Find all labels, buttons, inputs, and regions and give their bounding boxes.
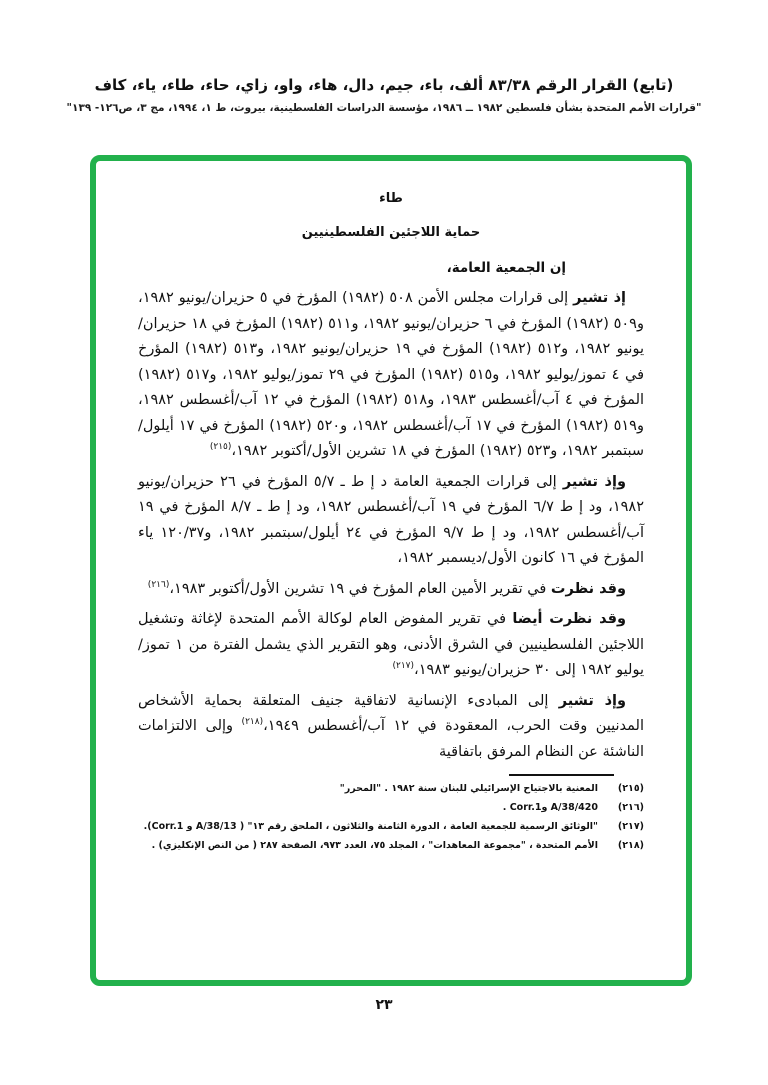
source-citation: "قرارات الأمم المتحدة بشأن فلسطين ١٩٨٢ ــ ١٩٨٦، مؤسسة الدراسات الفلسطينية، بيروت، ط ١، ١٩٩٤، مج ٣، ص١٢٦- ١٣٩": [66, 102, 702, 114]
paragraph: وقد نظرت في تقرير الأمين العام المؤرخ في ١٩ تشرين الأول/أكتوبر ١٩٨٣،$^{(٢١٦)}$: [147, 579, 626, 597]
paragraph: وإذ تشير إلى المبادىء الإنسانية لاتفاقية جنيف المتعلقة بحماية الأشخاص المدنيين وقت الحرب، المعقودة في ١٢ آب/أغسطس ١٩٤٩،$^{(٢١٨)}$ وإلى الالتزامات الناشئة عن النظام المرفق باتفاقية: [138, 692, 644, 760]
footnote-number: (٢١٦): [617, 802, 644, 813]
footnote-number: (٢١٧): [617, 821, 644, 832]
resolution-title: (تابع) القرار الرقم ٨٣/٣٨ ألف، باء، جيم، دال، هاء، واو، زاي، حاء، طاء، ياء، كاف: [94, 76, 674, 94]
footnote-reference: (٢١٨): [241, 717, 264, 728]
resolution-body: [96, 161, 686, 980]
footnotes: [138, 783, 644, 852]
section-letter: طاء: [379, 191, 403, 206]
footnote-row: [138, 840, 644, 852]
footnote-text: الأمم المتحدة ، "مجموعة المعاهدات" ، المجلد ٧٥، العدد ٩٧٣، الصفحة ٢٨٧ ( من النص الإنكليزي) .: [151, 840, 598, 851]
footnote-row: [138, 821, 644, 833]
footnote-text: A/38/420 وCorr.1 .: [502, 802, 598, 813]
footnote-row: [138, 802, 644, 814]
footnote-text: "الوثائق الرسمية للجمعية العامة ، الدورة الثامنة والثلاثون ، الملحق رقم ١٣" ( A/38/13 و Corr.1).: [143, 821, 598, 832]
footnote-reference: (٢١٧): [392, 661, 415, 672]
footnote-reference: (٢١٥): [209, 442, 232, 453]
document-header: [0, 76, 768, 114]
paragraph: وإذ تشير إلى قرارات الجمعية العامة د إ ط ـ ٥/٧ المؤرخ في ٢٦ حزيران/يونيو ١٩٨٢، ود إ ط ٦/٧ المؤرخ في ١٩ آب/أغسطس ١٩٨٢، ود إ ط ـ ٨/٧ المؤرخ في ١٩ آب/أغسطس ١٩٨٢، ود إ ط ٩/٧ المؤرخ في ٢٤ أيلول/سبتمبر ١٩٨٢، و١٢٠/٣٧ ياء المؤرخ في ١٦ كانون الأول/ديسمبر ١٩٨٢،: [138, 473, 644, 566]
section-title: حماية اللاجئين الفلسطينيين: [301, 225, 481, 240]
paragraph: وقد نظرت أيضا في تقرير المفوض العام لوكالة الأمم المتحدة لإغاثة وتشغيل اللاجئين الفلسطينيين في الشرق الأدنى، وهو التقرير الذي يشمل الفترة من ١ تموز/يوليو ١٩٨٢ إلى ٣٠ حزيران/يونيو ١٩٨٣،$^{(٢١٧)}$: [138, 611, 645, 678]
footnote-text: المعنية بالاجتياح الإسرائيلي للبنان سنة ١٩٨٢ . "المحرر": [339, 783, 598, 794]
paragraphs: [138, 286, 644, 765]
footnote-separator: [509, 774, 614, 776]
opening-phrase: إن الجمعية العامة،: [446, 260, 566, 276]
highlight-box: [90, 155, 692, 986]
footnote-row: [138, 783, 644, 795]
footnote-number: (٢١٨): [617, 840, 644, 851]
footnote-reference: (٢١٦): [147, 579, 170, 590]
paragraph: إذ تشير إلى قرارات مجلس الأمن ٥٠٨ (١٩٨٢) المؤرخ في ٥ حزيران/يونيو ١٩٨٢، و٥٠٩ (١٩٨٢) المؤرخ في ٦ حزيران/يونيو ١٩٨٢، و٥١١ (١٩٨٢) المؤرخ في ١٨ حزيران/يونيو ١٩٨٢، و٥١٢ (١٩٨٢) المؤرخ في ١٩ حزيران/يونيو ١٩٨٢، و٥١٣ (١٩٨٢) المؤرخ في ٤ تموز/يوليو ١٩٨٢، و٥١٥ (١٩٨٢) المؤرخ في ٢٩ تموز/يوليو ١٩٨٢، و٥١٧ (١٩٨٢) المؤرخ في ٤ آب/أغسطس ١٩٨٣، و٥١٨ (١٩٨٢) المؤرخ في ١٢ آب/أغسطس ١٩٨٢، و٥١٩ (١٩٨٢) المؤرخ في ١٧ آب/أغسطس ١٩٨٢، و٥٢٠ (١٩٨٢) المؤرخ في ١٧ أيلول/سبتمبر ١٩٨٢، و٥٢٣ (١٩٨٢) المؤرخ في ١٨ تشرين الأول/أكتوبر ١٩٨٢،$^{(٢١٥)}$: [138, 290, 645, 459]
page-number: ٢٣: [375, 997, 393, 1013]
footnote-number: (٢١٥): [617, 783, 644, 794]
